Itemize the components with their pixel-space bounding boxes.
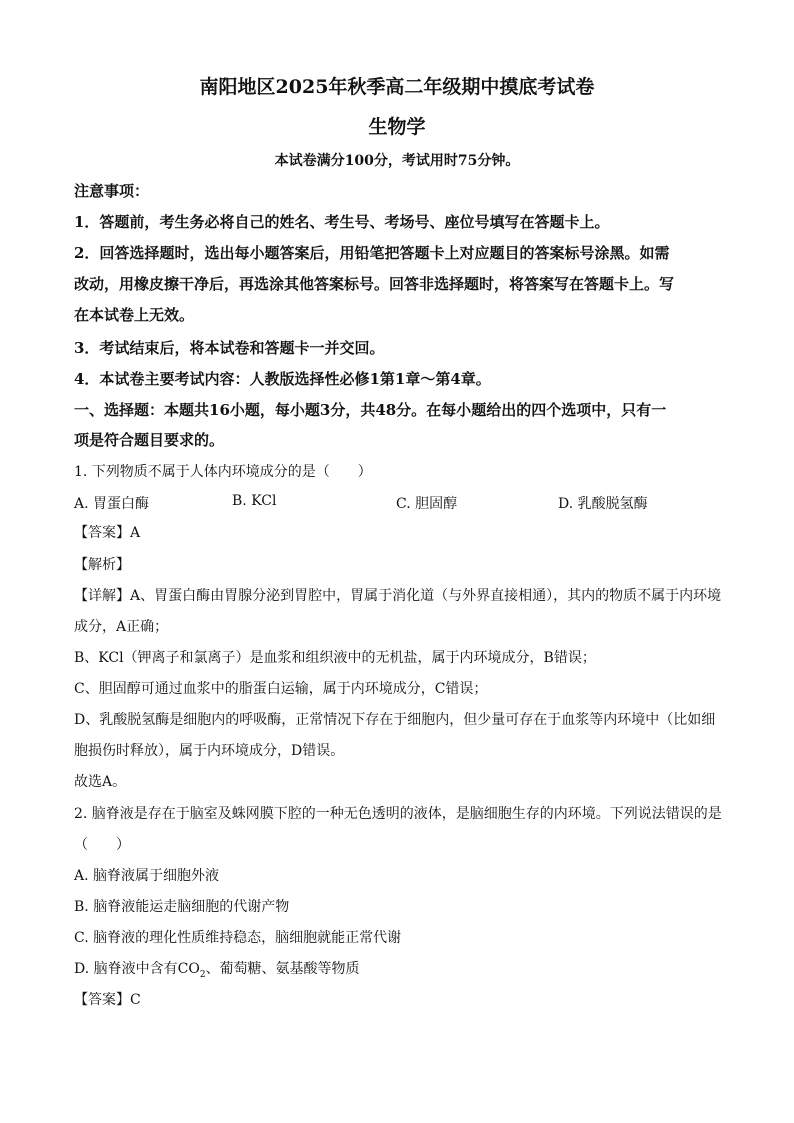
q1-answer: 【答案】A [74, 525, 141, 541]
q2-option-b: B. 脑脊液能运走脑细胞的代谢产物 [74, 899, 290, 915]
exam-info: 本试卷满分100分，考试用时75分钟。 [274, 153, 520, 169]
note-2-line-2: 改动，用橡皮擦干净后，再选涂其他答案标号。回答非选择题时，将答案写在答题卡上。写 [74, 275, 675, 293]
q1-option-d: D. 乳酸脱氢酶 [558, 496, 648, 512]
q1-analysis-tag: 【解析】 [74, 557, 130, 573]
q1-option-c: C. 胆固醇 [396, 496, 458, 512]
q1-detail-1a: 【详解】A、胃蛋白酶由胃腺分泌到胃腔中，胃属于消化道（与外界直接相通），其内的物质不属于内环境 [74, 588, 722, 604]
note-3: 3．考试结束后，将本试卷和答题卡一并交回。 [74, 339, 385, 357]
q2-stem-line-2: （ ） [74, 837, 130, 853]
note-2-line-3: 在本试卷上无效。 [74, 306, 195, 324]
q2-option-d [74, 959, 360, 985]
note-2-line-1: 2．回答选择题时，选出每小题答案后，用铅笔把答题卡上对应题目的答案标号涂黑。如需 [74, 244, 670, 262]
q2-option-d-post: 、葡萄糖、氨基酸等物质 [205, 961, 360, 977]
q2-option-d-pre: D. 脑脊液中含有CO [74, 961, 200, 977]
note-4: 4．本试卷主要考试内容：人教版选择性必修1第1章～第4章。 [74, 370, 491, 388]
note-1: 1．答题前，考生务必将自己的姓名、考生号、考场号、座位号填写在答题卡上。 [74, 213, 610, 231]
exam-title: 南阳地区2025年秋季高二年级期中摸底考试卷 [199, 76, 595, 98]
q2-option-a: A. 脑脊液属于细胞外液 [74, 868, 220, 884]
section-heading-line-1: 一、选择题：本题共16小题，每小题3分，共48分。在每小题给出的四个选项中，只有一 [74, 401, 667, 419]
q1-detail-4a: D、乳酸脱氢酶是细胞内的呼吸酶，正常情况下存在于细胞内，但少量可存在于血浆等内环境中（比如细 [74, 712, 716, 728]
q1-detail-2: B、KCl（钾离子和氯离子）是血浆和组织液中的无机盐，属于内环境成分，B错误； [74, 650, 596, 666]
q2-answer: 【答案】C [74, 992, 141, 1008]
q2-option-d-subscript: 2 [199, 969, 206, 980]
q1-conclusion: 故选A。 [74, 774, 127, 790]
q1-option-a: A. 胃蛋白酶 [74, 496, 150, 512]
q1-detail-4b: 胞损伤时释放），属于内环境成分，D错误。 [74, 743, 345, 759]
q1-detail-1b: 成分，A正确； [74, 619, 169, 635]
q1-stem: 1. 下列物质不属于人体内环境成分的是（ ） [74, 464, 372, 480]
q1-detail-3: C、胆固醇可通过血浆中的脂蛋白运输，属于内环境成分，C错误； [74, 681, 488, 697]
section-heading-line-2: 项是符合题目要求的。 [74, 431, 225, 449]
subject-title: 生物学 [368, 116, 426, 138]
q2-stem-line-1: 2. 脑脊液是存在于脑室及蛛网膜下腔的一种无色透明的液体，是脑细胞生存的内环境。下列说法错误的是 [74, 806, 722, 822]
q2-option-c: C. 脑脊液的理化性质维持稳态，脑细胞就能正常代谢 [74, 930, 402, 946]
notes-heading: 注意事项： [74, 182, 150, 200]
q1-option-b: B. KCl [232, 493, 277, 509]
